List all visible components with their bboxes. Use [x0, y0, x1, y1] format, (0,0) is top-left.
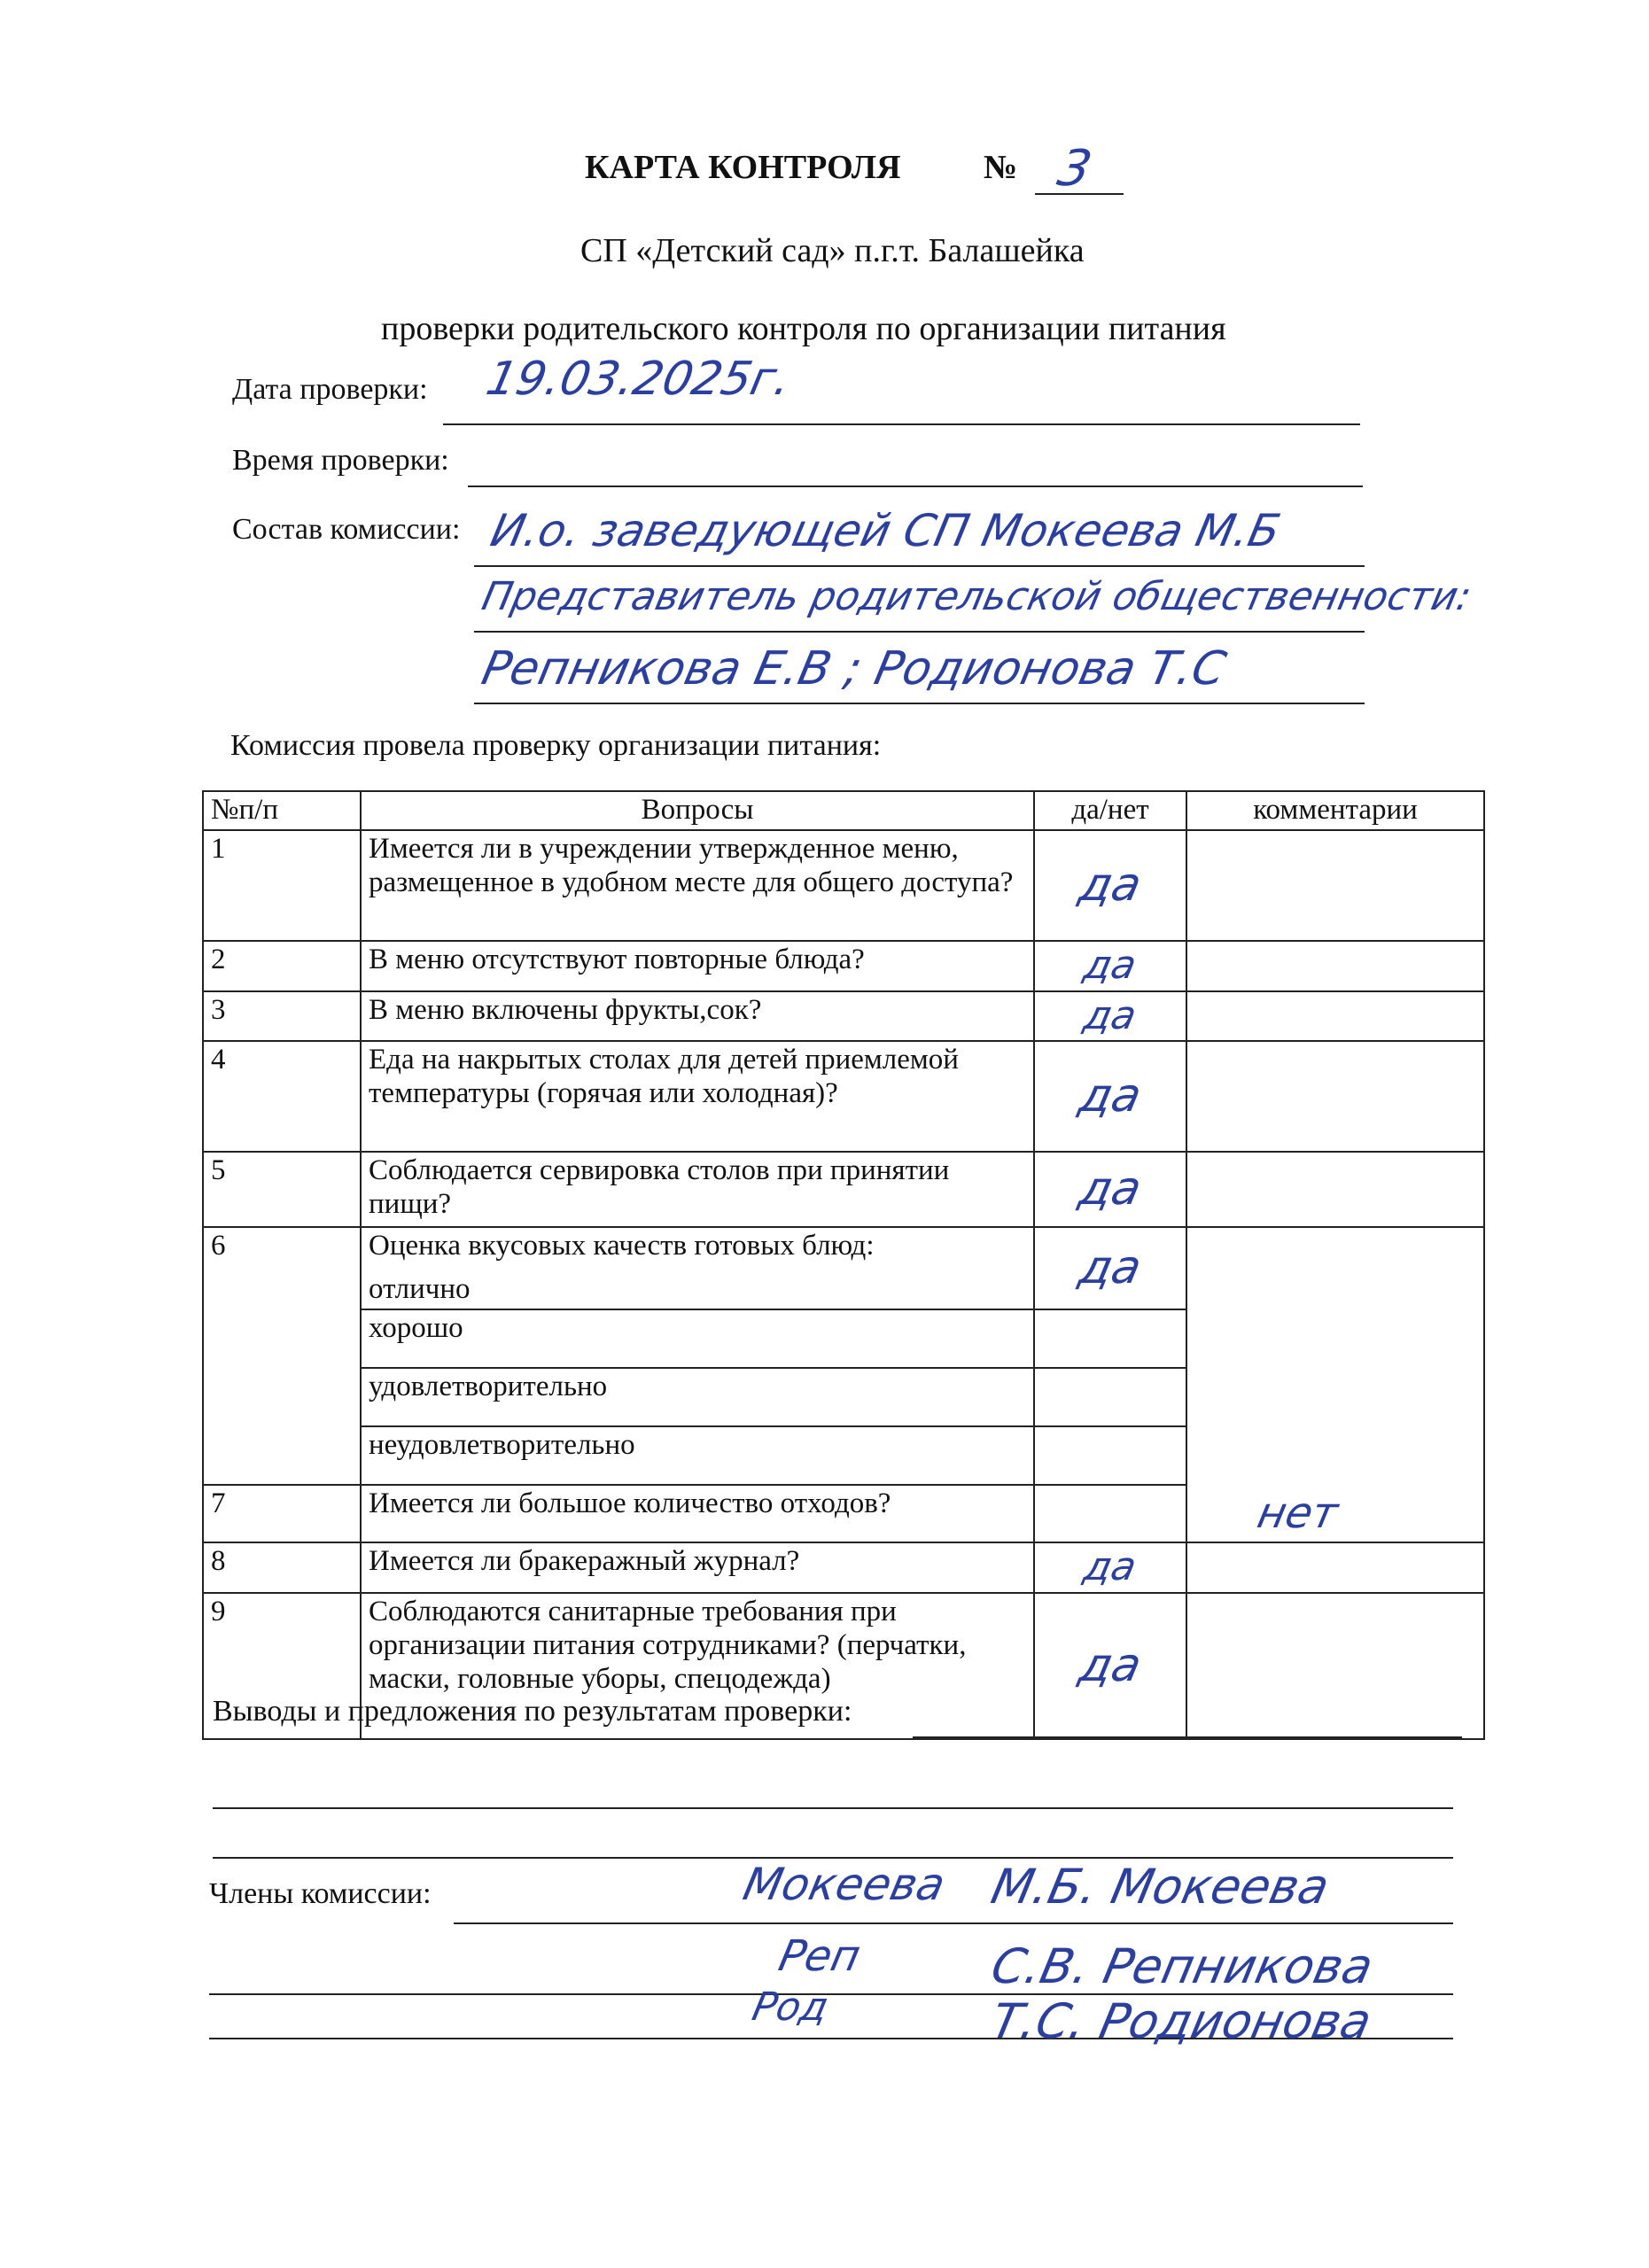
member-name: С.В. Репникова: [986, 1938, 1379, 1994]
document-title: КАРТА КОНТРОЛЯ: [585, 149, 901, 186]
row-num: 8: [203, 1542, 361, 1593]
taste-option-answer: [1034, 1368, 1186, 1426]
header-question: Вопросы: [361, 791, 1034, 830]
row-num: 6: [203, 1227, 361, 1484]
taste-option-answer: [1034, 1309, 1186, 1368]
member-name: М.Б. Мокеева: [986, 1859, 1334, 1915]
row-question: Имеется ли бракеражный журнал?: [361, 1542, 1034, 1593]
row-num: 9: [203, 1593, 361, 1739]
row-num: 5: [203, 1152, 361, 1227]
table-row: [203, 1152, 1484, 1227]
row-answer: да: [1034, 941, 1186, 991]
row-num: 3: [203, 991, 361, 1042]
row-answer: да: [1034, 1227, 1186, 1309]
row-comment: [1186, 1542, 1484, 1593]
table-row: [203, 830, 1484, 941]
row-num: 7: [203, 1485, 361, 1543]
checklist-table: [202, 790, 1485, 1740]
member-signature: Род: [748, 1984, 833, 2030]
table-row: [203, 941, 1484, 991]
number-value: 3: [1053, 140, 1097, 198]
row-question: В меню отсутствуют повторные блюда?: [361, 941, 1034, 991]
time-underline: [468, 485, 1363, 487]
commission-underline-1: [474, 565, 1365, 567]
member-signature: Реп: [774, 1931, 865, 1981]
members-label: Члены комиссии:: [209, 1877, 432, 1910]
members-underline-1: [454, 1922, 1453, 1924]
row-question: Оценка вкусовых качеств готовых блюд:: [361, 1227, 1034, 1271]
row-comment: [1186, 1152, 1484, 1227]
row-answer: да: [1034, 1152, 1186, 1227]
commission-line-2: Представитель родительской общественности:: [478, 574, 1475, 619]
row-comment: [1186, 941, 1484, 991]
commission-label: Состав комиссии:: [232, 513, 461, 546]
conclusions-underline-1: [913, 1736, 1462, 1738]
date-underline: [443, 423, 1360, 425]
commission-underline-3: [474, 703, 1365, 704]
number-label: №: [984, 149, 1018, 186]
row-answer: да: [1034, 1542, 1186, 1593]
commission-line-1: И.о. заведующей СП Мокеева М.Б: [486, 505, 1285, 556]
taste-option-answer: [1034, 1426, 1186, 1485]
organization-name: СП «Детский сад» п.г.т. Балашейка: [580, 232, 1085, 269]
row-answer: да: [1034, 991, 1186, 1042]
header-num: №п/п: [203, 791, 361, 830]
time-label: Время проверки:: [232, 444, 449, 477]
header-comment: комментарии: [1186, 791, 1484, 830]
member-signature: Мокеева: [738, 1859, 950, 1910]
row-answer: да: [1034, 1041, 1186, 1152]
conclusions-underline-2: [213, 1807, 1453, 1809]
conclusions-label: Выводы и предложения по результатам проверки:: [213, 1695, 852, 1728]
comment-value: нет: [1253, 1488, 1342, 1539]
table-row: [203, 991, 1484, 1042]
row-question: Еда на накрытых столах для детей приемлемой температуры (горячая или холодная)?: [361, 1041, 1034, 1152]
row-question: Соблюдается сервировка столов при принятии пищи?: [361, 1152, 1034, 1227]
table-row: [203, 1041, 1484, 1152]
row-num: 1: [203, 830, 361, 941]
table-header-row: [203, 791, 1484, 830]
table-row: [203, 1542, 1484, 1593]
row-question: В меню включены фрукты,сок?: [361, 991, 1034, 1042]
commission-underline-2: [474, 631, 1365, 633]
row-comment: [1186, 830, 1484, 941]
header-answer: да/нет: [1034, 791, 1186, 830]
date-value: 19.03.2025г.: [481, 353, 796, 406]
row-comment: [1186, 991, 1484, 1042]
taste-option-label: отлично: [361, 1271, 1034, 1309]
table-row: [203, 1227, 1484, 1271]
row-answer: да: [1034, 830, 1186, 941]
row-question: Имеется ли большое количество отходов?: [361, 1485, 1034, 1543]
table-intro: Комиссия провела проверку организации питания:: [230, 729, 882, 762]
row-answer: [1034, 1485, 1186, 1543]
date-label: Дата проверки:: [232, 373, 428, 406]
commission-line-3: Репникова Е.В ; Родионова Т.С: [477, 642, 1231, 695]
row-question: Соблюдаются санитарные требования при организации питания сотрудниками? (перчатки, маски, головные уборы, спецодежда): [361, 1593, 1034, 1739]
row-comment: [1186, 1227, 1484, 1542]
row-answer: да: [1034, 1593, 1186, 1739]
row-num: 4: [203, 1041, 361, 1152]
row-question: Имеется ли в учреждении утвержденное меню, размещенное в удобном месте для общего доступа?: [361, 830, 1034, 941]
member-name: Т.С. Родионова: [986, 1993, 1377, 2049]
row-comment: [1186, 1593, 1484, 1739]
taste-option-label: неудовлетворительно: [361, 1426, 1034, 1485]
document-subtitle: проверки родительского контроля по организации питания: [381, 310, 1226, 347]
row-comment: [1186, 1041, 1484, 1152]
taste-option-label: хорошо: [361, 1309, 1034, 1368]
row-num: 2: [203, 941, 361, 991]
taste-option-label: удовлетворительно: [361, 1368, 1034, 1426]
